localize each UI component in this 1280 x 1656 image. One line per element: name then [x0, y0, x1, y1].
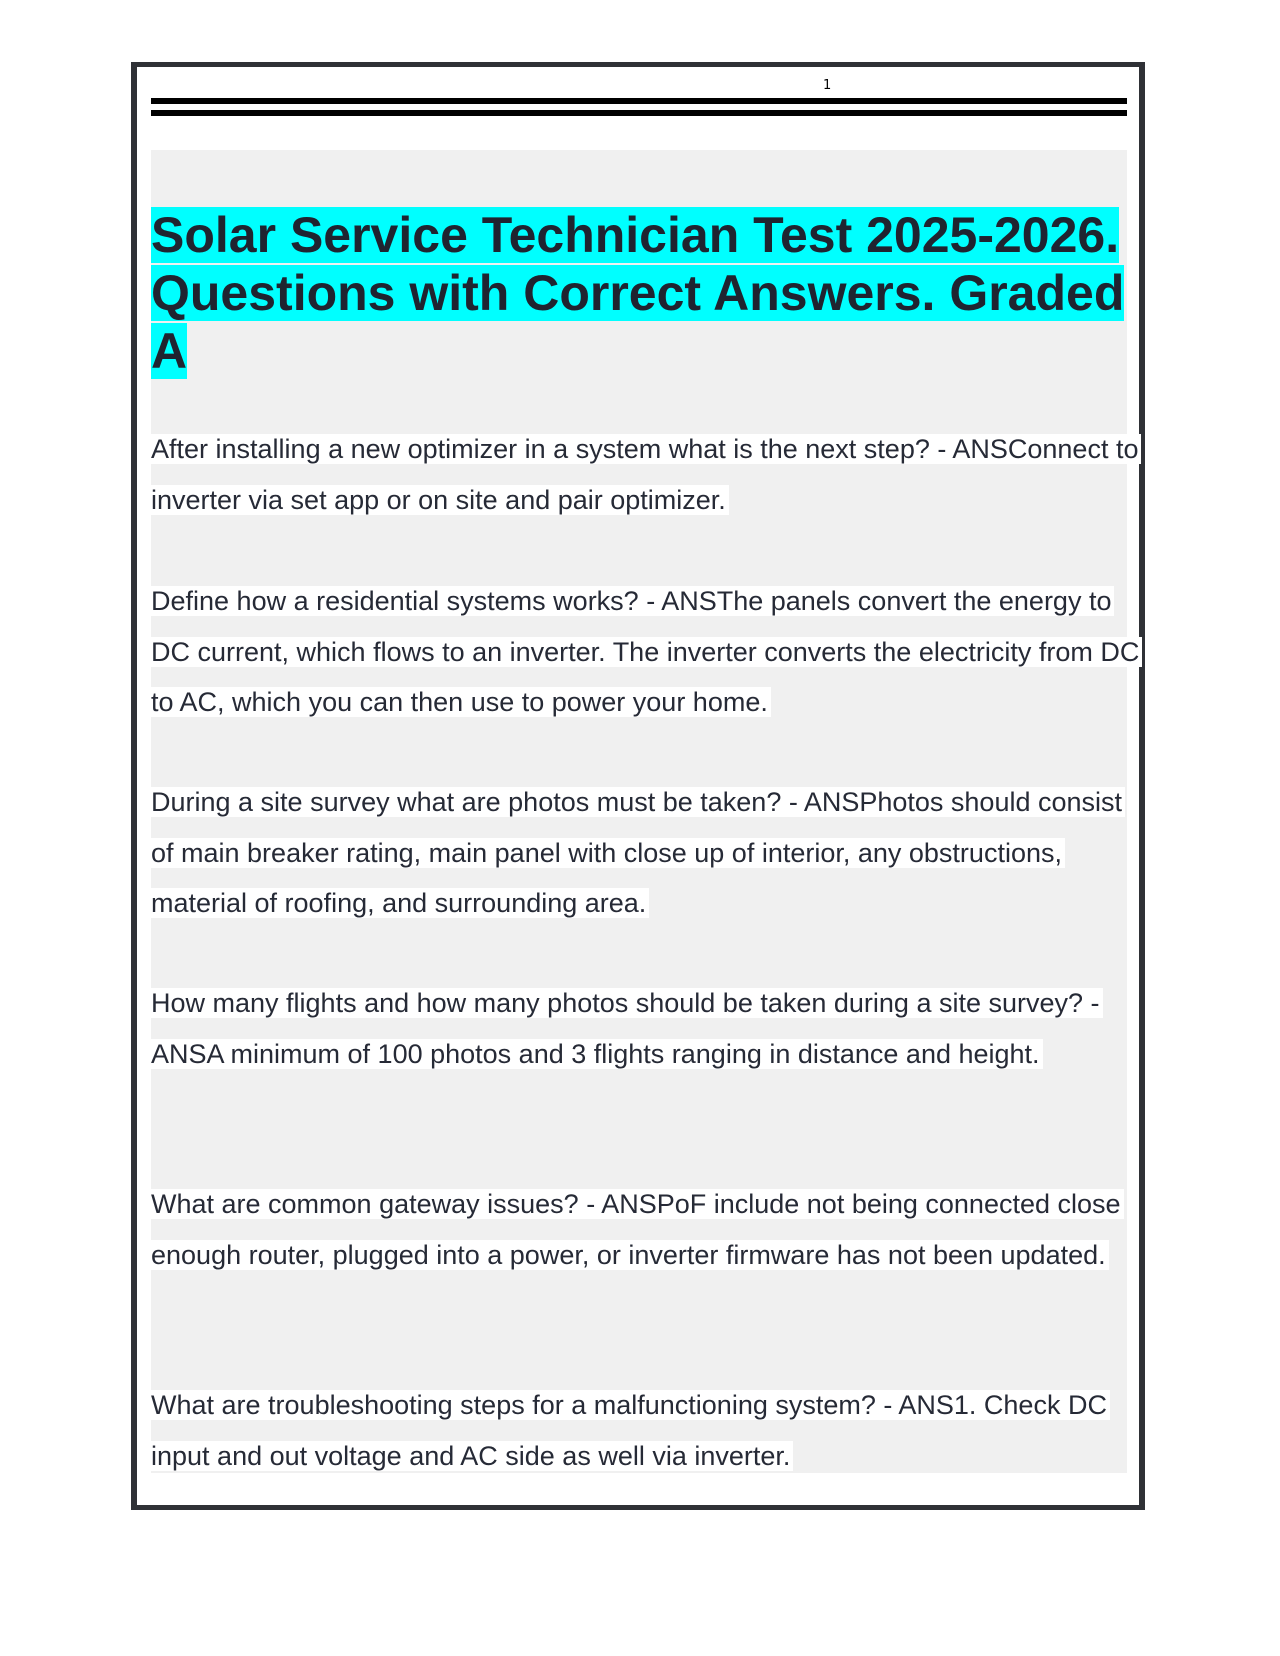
document-title-text: Solar Service Technician Test 2025-2026. Questions with Correct Answers. Graded A	[151, 207, 1125, 379]
qa-entry	[151, 777, 1141, 929]
qa-entry-text: After installing a new optimizer in a system what is the next step? - ANSConnect to inverter via set app or on site and pair optimizer.	[151, 434, 1141, 515]
header-rule-bottom	[151, 110, 1127, 116]
page-number: 1	[823, 78, 832, 93]
qa-entry	[151, 978, 1141, 1079]
qa-entry	[151, 576, 1141, 728]
qa-entry-text: What are troubleshooting steps for a malfunctioning system? - ANS1. Check DC input and out voltage and AC side as well via inverter.	[151, 1390, 1110, 1471]
qa-entry-text: Define how a residential systems works? - ANSThe panels convert the energy to DC current, which flows to an inverter. The inverter converts the electricity from DC to AC, which you can then use to power your home.	[151, 586, 1142, 717]
qa-entry	[151, 424, 1141, 525]
qa-entry-text: What are common gateway issues? - ANSPoF include not being connected close enough router, plugged into a power, or inverter firmware has not been updated.	[151, 1189, 1124, 1270]
document-title	[151, 206, 1141, 380]
header-rule-top	[151, 98, 1127, 104]
qa-entry	[151, 1380, 1141, 1481]
qa-entry-text: During a site survey what are photos must be taken? - ANSPhotos should consist of main breaker rating, main panel with close up of interior, any obstructions, material of roofing, and surrounding area.	[151, 787, 1125, 918]
qa-entry-text: How many flights and how many photos should be taken during a site survey? - ANSA minimum of 100 photos and 3 flights ranging in distance and height.	[151, 988, 1103, 1069]
qa-entry	[151, 1179, 1141, 1280]
